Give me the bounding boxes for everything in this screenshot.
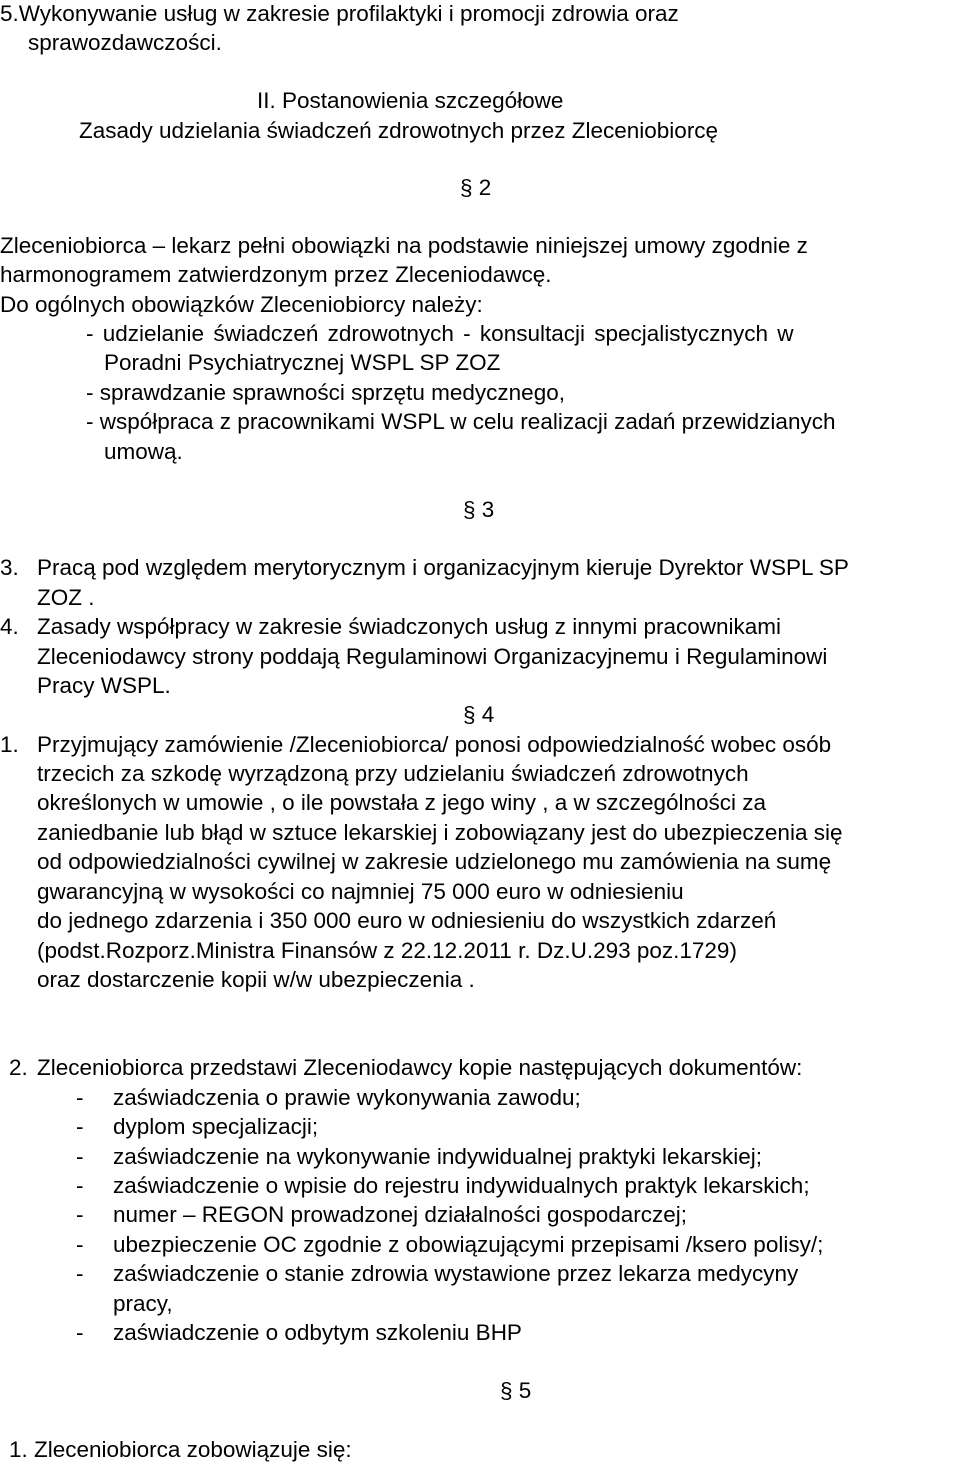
s4-point-1-line-1: Przyjmujący zamówienie /Zleceniobiorca/ ponosi odpowiedzialność wobec osób xyxy=(37,732,832,757)
s4-point-1-line-3: określonych w umowie , o ile powstała z jego winy , a w szczególności za xyxy=(37,790,767,815)
s2-para2-intro: Do ogólnych obowiązków Zleceniobiorcy należy: xyxy=(0,292,483,317)
s4-point-1-line-2: trzecich za szkodę wyrządzoną przy udzielaniu świadczeń zdrowotnych xyxy=(37,761,749,786)
s2-para1-line-1: Zleceniobiorca – lekarz pełni obowiązki na podstawie niniejszej umowy zgodnie z xyxy=(0,233,808,258)
s3-point-4-line-3: Pracy WSPL. xyxy=(37,673,171,698)
s4-point-1-line-7: do jednego zdarzenia i 350 000 euro w odniesieniu do wszystkich zdarzeń xyxy=(37,908,777,933)
section-3-heading: § 3 xyxy=(463,497,495,522)
s4-point-1-line-8: (podst.Rozporz.Ministra Finansów z 22.12.2011 r. Dz.U.293 poz.1729) xyxy=(37,938,737,963)
s4-point-1-line-4: zaniedbanie lub błąd w sztuce lekarskiej i zobowiązany jest do ubezpieczenia się xyxy=(37,820,843,845)
doc-1: zaświadczenia o prawie wykonywania zawodu; xyxy=(113,1085,581,1110)
doc-7-dash: - xyxy=(76,1261,84,1286)
s4-point-1-line-5: od odpowiedzialności cywilnej w zakresie udzielonego mu zamówienia na sumę xyxy=(37,849,832,874)
doc-5: numer – REGON prowadzonej działalności gospodarczej; xyxy=(113,1202,688,1227)
part-2-title: II. Postanowienia szczegółowe xyxy=(257,88,564,113)
s3-point-3-number: 3. xyxy=(0,555,19,580)
s2-duty-1-line-1: - udzielanie świadczeń zdrowotnych - konsultacji specjalistycznych w xyxy=(86,321,794,346)
doc-8: zaświadczenie o odbytym szkoleniu BHP xyxy=(113,1320,522,1345)
s2-duty-3-line-1: - współpraca z pracownikami WSPL w celu realizacji zadań przewidzianych xyxy=(86,409,836,434)
doc-8-dash: - xyxy=(76,1320,84,1345)
s2-duty-3-line-2: umową. xyxy=(104,439,183,464)
section-2-heading: § 2 xyxy=(460,175,492,200)
s3-point-4-line-1: Zasady współpracy w zakresie świadczonych usług z innymi pracownikami xyxy=(37,614,782,639)
s4-point-2-number: 2. xyxy=(9,1055,28,1080)
doc-2-dash: - xyxy=(76,1114,84,1139)
s3-point-4-number: 4. xyxy=(0,614,19,639)
s4-point-2-intro: Zleceniobiorca przedstawi Zleceniodawcy kopie następujących dokumentów: xyxy=(37,1055,803,1080)
doc-4-dash: - xyxy=(76,1173,84,1198)
section-4-heading: § 4 xyxy=(463,702,495,727)
item-5-line-2: sprawozdawczości. xyxy=(28,30,222,55)
s2-duty-2: - sprawdzanie sprawności sprzętu medycznego, xyxy=(86,380,565,405)
doc-7: zaświadczenie o stanie zdrowia wystawione przez lekarza medycyny xyxy=(113,1261,799,1286)
s2-para1-line-2: harmonogramem zatwierdzonym przez Zleceniodawcę. xyxy=(0,262,552,287)
doc-7-continued: pracy, xyxy=(113,1291,173,1316)
s3-point-3-line-2: ZOZ . xyxy=(37,585,95,610)
s2-duty-1-line-2: Poradni Psychiatrycznej WSPL SP ZOZ xyxy=(104,350,501,375)
s3-point-3-line-1: Pracą pod względem merytorycznym i organizacyjnym kieruje Dyrektor WSPL SP xyxy=(37,555,849,580)
doc-2: dyplom specjalizacji; xyxy=(113,1114,319,1139)
s5-point-1: 1. Zleceniobiorca zobowiązuje się: xyxy=(9,1437,352,1462)
doc-6: ubezpieczenie OC zgodnie z obowiązującymi przepisami /ksero polisy/; xyxy=(113,1232,824,1257)
doc-3: zaświadczenie na wykonywanie indywidualnej praktyki lekarskiej; xyxy=(113,1144,763,1169)
doc-1-dash: - xyxy=(76,1085,84,1110)
section-5-heading: § 5 xyxy=(500,1378,532,1403)
s4-point-1-line-6: gwarancyjną w wysokości co najmniej 75 000 euro w odniesieniu xyxy=(37,879,684,904)
s3-point-4-line-2: Zleceniodawcy strony poddają Regulaminowi Organizacyjnemu i Regulaminowi xyxy=(37,644,828,669)
s4-point-1-number: 1. xyxy=(0,732,19,757)
doc-6-dash: - xyxy=(76,1232,84,1257)
item-5-line-1: 5.Wykonywanie usług w zakresie profilaktyki i promocji zdrowia oraz xyxy=(0,1,679,26)
part-2-subtitle: Zasady udzielania świadczeń zdrowotnych przez Zleceniobiorcę xyxy=(79,118,719,143)
doc-5-dash: - xyxy=(76,1202,84,1227)
s4-point-1-line-9: oraz dostarczenie kopii w/w ubezpieczenia . xyxy=(37,967,475,992)
doc-3-dash: - xyxy=(76,1144,84,1169)
doc-4: zaświadczenie o wpisie do rejestru indywidualnych praktyk lekarskich; xyxy=(113,1173,810,1198)
